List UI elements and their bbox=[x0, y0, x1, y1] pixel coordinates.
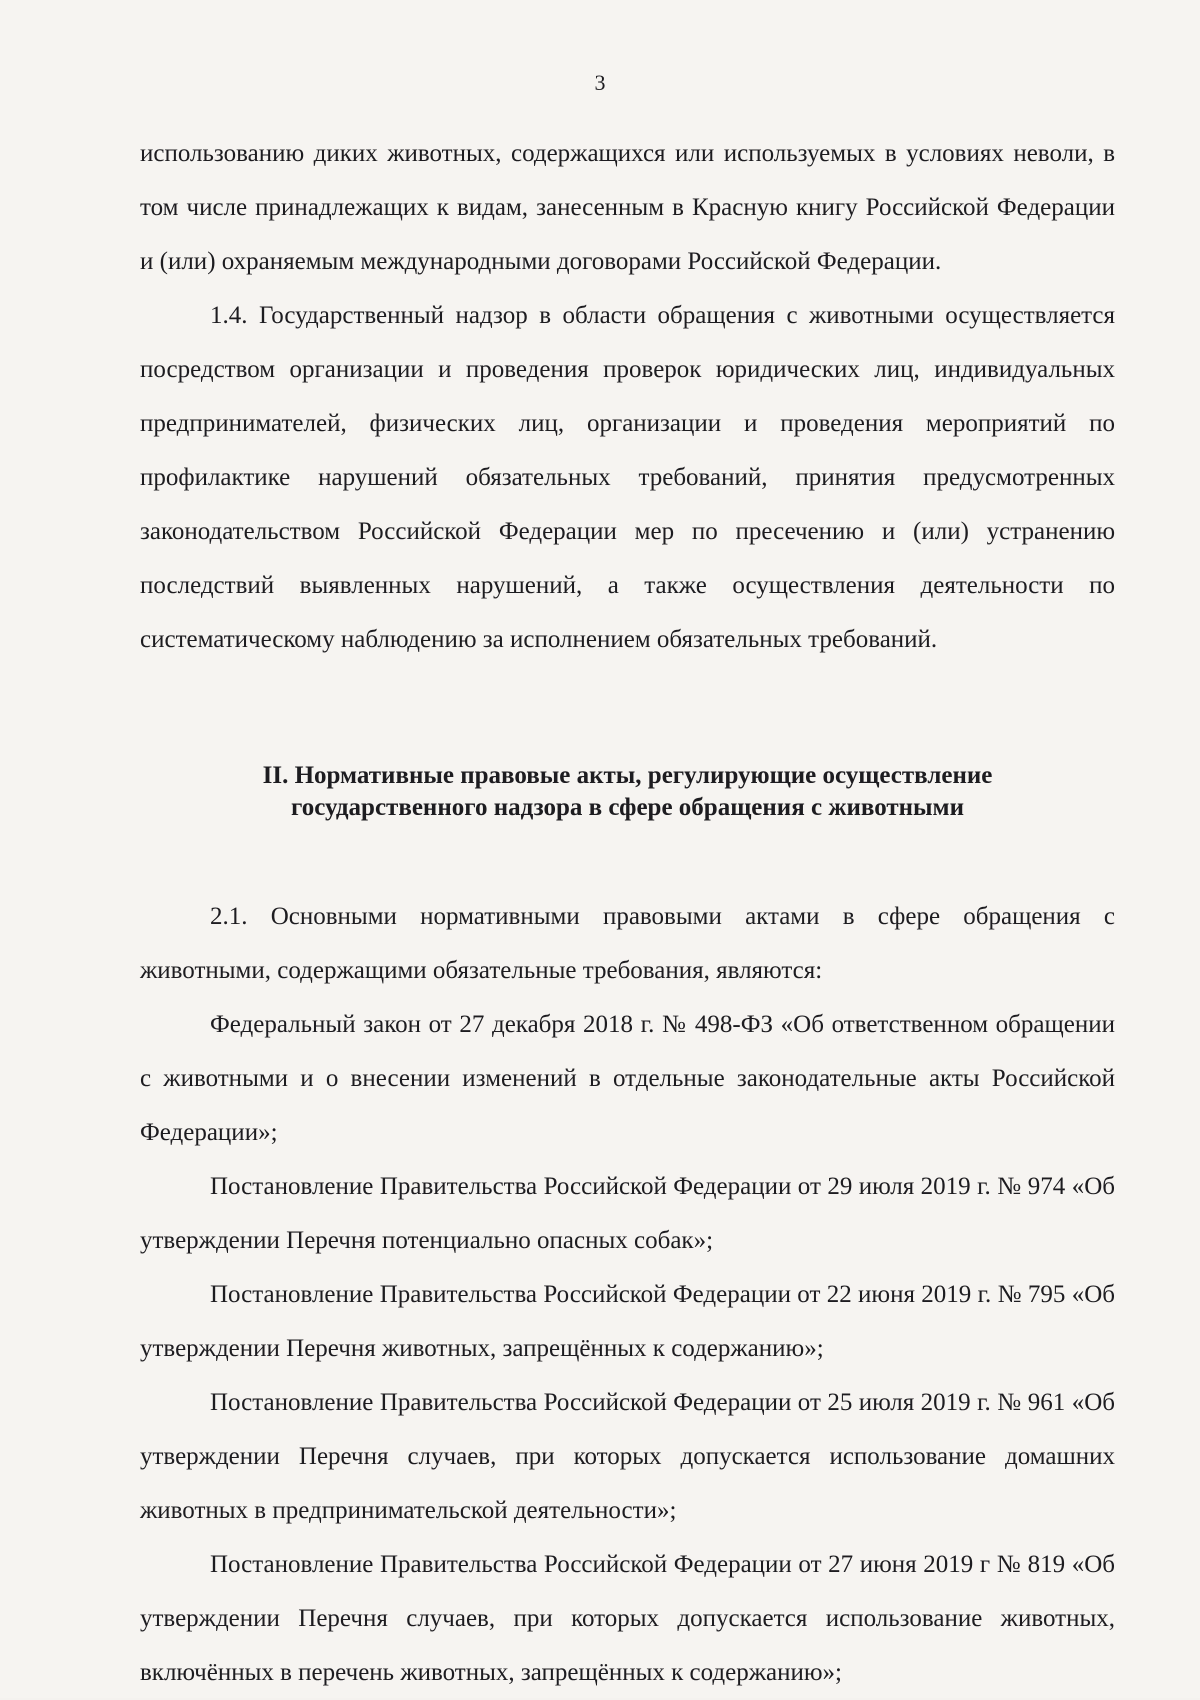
paragraph-1-4: 1.4. Государственный надзор в области обращения с животными осуществляется посредством организации и проведения проверок юридических лиц, индивидуальных предпринимателей, физических лиц, организации и проведения мероприятий по профилактике нарушений обязательных требований, принятия предусмотренных законодательством Российской Федерации мер по пресечению и (или) устранению последствий выявленных нарушений, а также осуществления деятельности по систематическому наблюдению за исполнением обязательных требований. bbox=[140, 302, 1115, 653]
list-item-federal-law: Федеральный закон от 27 декабря 2018 г. № 498-ФЗ «Об ответственном обращении с животными и о внесении изменений в отдельные законодательные акты Российской Федерации»; bbox=[140, 1011, 1115, 1146]
list-item-resolution-961: Постановление Правительства Российской Федерации от 25 июля 2019 г. № 961 «Об утверждении Перечня случаев, при которых допускается использование домашних животных в предпринимательской деятельности»; bbox=[140, 1389, 1115, 1524]
section-heading-line-1: II. Нормативные правовые акты, регулирующие осуществление bbox=[262, 762, 993, 789]
body-text-top bbox=[140, 127, 1115, 667]
section-heading bbox=[140, 760, 1115, 824]
section-heading-line-2: государственного надзора в сфере обращения с животными bbox=[290, 794, 964, 821]
page-number: 3 bbox=[594, 70, 606, 95]
list-item-resolution-974: Постановление Правительства Российской Федерации от 29 июля 2019 г. № 974 «Об утверждении Перечня потенциально опасных собак»; bbox=[140, 1173, 1115, 1254]
list-item-resolution-819: Постановление Правительства Российской Федерации от 27 июня 2019 г № 819 «Об утверждении Перечня случаев, при которых допускается использование животных, включённых в перечень животных, запрещённых к содержанию»; bbox=[140, 1551, 1115, 1686]
list-item-resolution-795: Постановление Правительства Российской Федерации от 22 июня 2019 г. № 795 «Об утверждении Перечня животных, запрещённых к содержанию»; bbox=[140, 1281, 1115, 1362]
paragraph-continuation: использованию диких животных, содержащихся или используемых в условиях неволи, в том числе принадлежащих к видам, занесенным в Красную книгу Российской Федерации и (или) охраняемым международными договорами Российской Федерации. bbox=[140, 140, 1115, 275]
paragraph-2-1: 2.1. Основными нормативными правовыми актами в сфере обращения с животными, содержащими обязательные требования, являются: bbox=[140, 903, 1115, 984]
body-text-bottom bbox=[140, 890, 1115, 1700]
